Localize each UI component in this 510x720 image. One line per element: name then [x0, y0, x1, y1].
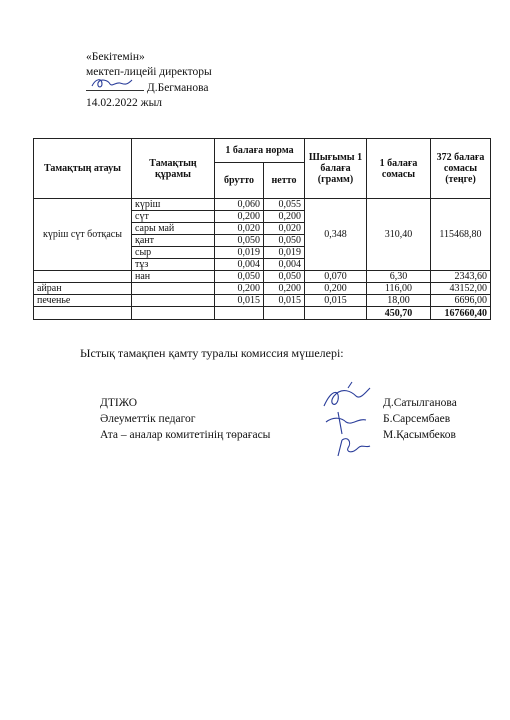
- ingredient-netto: 0,020: [264, 223, 305, 235]
- header-sum-per-child: 1 балаға сомасы: [367, 139, 431, 199]
- ingredient-brutto: 0,200: [215, 211, 264, 223]
- table-row: [34, 199, 491, 211]
- row-composition: [132, 295, 215, 307]
- header-output: Шығымы 1 балаға (грамм): [305, 139, 367, 199]
- approval-position: мектеп-лицейі директоры: [86, 66, 212, 78]
- ingredient-brutto: 0,020: [215, 223, 264, 235]
- dish-sum: 310,40: [367, 199, 431, 271]
- ingredient-name: сыр: [132, 247, 215, 259]
- row-brutto: 0,200: [215, 283, 264, 295]
- ingredient-brutto: 0,060: [215, 199, 264, 211]
- row-name: айран: [34, 283, 132, 295]
- row-total: 6696,00: [431, 295, 491, 307]
- signature-2: [326, 412, 366, 434]
- members-names: [383, 395, 457, 443]
- signature-1: [324, 382, 370, 406]
- approval-block: [86, 50, 212, 111]
- ingredient-netto: 0,055: [264, 199, 305, 211]
- ingredient-name: күріш: [132, 199, 215, 211]
- member-signatures: [318, 378, 388, 463]
- row-brutto: 0,015: [215, 295, 264, 307]
- approval-signature-line: [86, 80, 212, 96]
- header-total-sum: 372 балаға сомасы (теңге): [431, 139, 491, 199]
- header-row: [34, 139, 491, 163]
- totals-empty: [34, 307, 132, 320]
- table-row: [34, 271, 491, 283]
- dish-output: 0,348: [305, 199, 367, 271]
- row-name: [34, 271, 132, 283]
- totals-total: 167660,40: [431, 307, 491, 320]
- row-total: 43152,00: [431, 283, 491, 295]
- ingredient-name: сүт: [132, 211, 215, 223]
- row-total: 2343,60: [431, 271, 491, 283]
- member-role: ДТІЖО: [100, 397, 138, 409]
- ingredient-name: қант: [132, 235, 215, 247]
- row-sum: 6,30: [367, 271, 431, 283]
- row-output: 0,070: [305, 271, 367, 283]
- row-composition: нан: [132, 271, 215, 283]
- member-name: Б.Сарсембаев: [383, 413, 451, 425]
- director-signature: [88, 74, 138, 92]
- ingredient-brutto: 0,004: [215, 259, 264, 271]
- header-norm: 1 балаға норма: [215, 139, 305, 163]
- ingredient-brutto: 0,050: [215, 235, 264, 247]
- row-composition: [132, 283, 215, 295]
- ingredient-netto: 0,050: [264, 235, 305, 247]
- ingredient-brutto: 0,019: [215, 247, 264, 259]
- header-composition: Тамақтың құрамы: [132, 139, 215, 199]
- member-role: Әлеуметтік педагог: [100, 413, 196, 425]
- table-row: [34, 295, 491, 307]
- row-sum: 116,00: [367, 283, 431, 295]
- row-netto: 0,015: [264, 295, 305, 307]
- header-name: Тамақтың атауы: [34, 139, 132, 199]
- signature-3: [338, 439, 370, 456]
- totals-empty: [132, 307, 215, 320]
- members-roles: [100, 395, 270, 443]
- row-output: 0,200: [305, 283, 367, 295]
- row-output: 0,015: [305, 295, 367, 307]
- ingredient-netto: 0,004: [264, 259, 305, 271]
- header-netto: нетто: [264, 163, 305, 199]
- dish-total: 115468,80: [431, 199, 491, 271]
- ingredient-netto: 0,019: [264, 247, 305, 259]
- totals-empty: [305, 307, 367, 320]
- member-name: М.Қасымбеков: [383, 429, 456, 441]
- table-row: [34, 283, 491, 295]
- ingredient-netto: 0,200: [264, 211, 305, 223]
- dish-name: күріш сүт ботқасы: [34, 199, 132, 271]
- meal-table: [33, 138, 491, 320]
- ingredient-name: сары май: [132, 223, 215, 235]
- totals-empty: [215, 307, 264, 320]
- row-name: печенье: [34, 295, 132, 307]
- row-sum: 18,00: [367, 295, 431, 307]
- row-netto: 0,050: [264, 271, 305, 283]
- approval-signer: Д.Бегманова: [146, 82, 209, 94]
- row-brutto: 0,050: [215, 271, 264, 283]
- commission-title: Ыстық тамақпен қамту туралы комиссия мүшелері:: [80, 346, 344, 360]
- totals-empty: [264, 307, 305, 320]
- member-name: Д.Сатылганова: [383, 397, 457, 409]
- totals-row: [34, 307, 491, 320]
- row-netto: 0,200: [264, 283, 305, 295]
- approval-date: 14.02.2022 жыл: [86, 97, 163, 109]
- approval-title: «Бекітемін»: [86, 51, 145, 63]
- member-role: Ата – аналар комитетінің төрағасы: [100, 429, 271, 441]
- header-brutto: брутто: [215, 163, 264, 199]
- totals-sum: 450,70: [367, 307, 431, 320]
- ingredient-name: тұз: [132, 259, 215, 271]
